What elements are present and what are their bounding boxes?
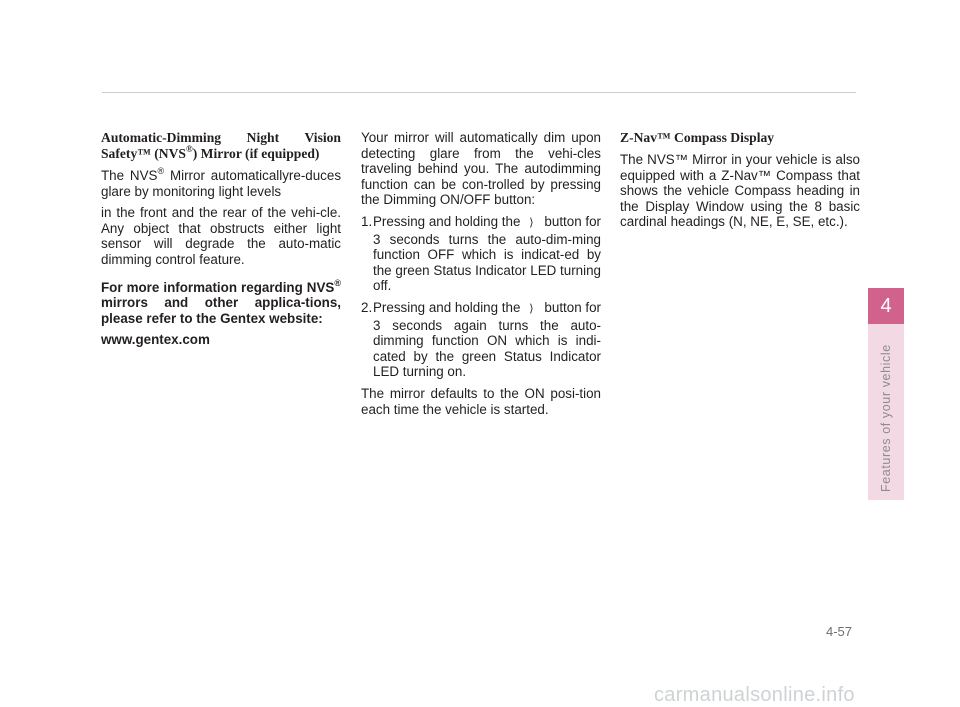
gentex-url: www.gentex.com	[101, 332, 210, 348]
list-item	[361, 214, 601, 294]
list-item-number: 1.	[361, 213, 373, 229]
paragraph-compass: The NVS™ Mirror in your vehicle is also equipped with a Z-Nav™ Compass that shows the vehicle Compass heading in the Display Window using the 8 basic cardinal headings (N, NE, E, SE, etc.).	[620, 152, 860, 230]
paragraph-more-info: For more information regarding NVS® mirrors and other applica-tions, please refer to the Gentex website:	[101, 277, 341, 326]
list-item-text: Pressing and holding the ⟩ button for 3 seconds turns the auto-dim-ming function OFF which is indicat-ed by the green Status Indicator LED turning off.	[373, 213, 602, 294]
paragraph-nvs-intro: The NVS® Mirror automaticallyre-duces glare by monitoring light levels	[101, 166, 342, 199]
chapter-number: 4	[868, 288, 904, 324]
section-heading-compass: Z-Nav™ Compass Display	[620, 130, 775, 145]
column-2	[361, 130, 601, 423]
chapter-title: Features of your vehicle	[879, 344, 893, 492]
column-3	[620, 130, 860, 236]
top-rule	[102, 92, 856, 93]
list-item-text: Pressing and holding the ⟩ button for 3 seconds again turns the auto-dimming function ON which is indi-cated by the green Status Indicator LED turning on.	[373, 299, 602, 380]
paragraph-default-on: The mirror defaults to the ON posi-tion each time the vehicle is started.	[361, 385, 601, 417]
paragraph-light-sensor: in the front and the rear of the vehi-cle. Any object that obstructs either light sensor will degrade the auto-matic dimming control feature.	[101, 205, 341, 267]
dimming-button-icon: ⟩	[529, 302, 534, 315]
page-number: 4-57	[826, 624, 853, 639]
watermark: carmanualsonline.info	[654, 684, 855, 706]
column-1	[101, 130, 341, 354]
section-heading-nvs: Automatic-Dimming Night Vision Safety™ (NVS®) Mirror (if equipped)	[101, 130, 341, 161]
list-item	[361, 300, 601, 380]
list-item-number: 2.	[361, 299, 373, 315]
dimming-button-icon: ⟩	[529, 216, 534, 229]
paragraph-auto-dim-intro: Your mirror will automatically dim upon detecting glare from the vehi-cles traveling behind you. The autodimming function can be con-trolled by pressing the Dimming ON/OFF button:	[361, 130, 601, 208]
